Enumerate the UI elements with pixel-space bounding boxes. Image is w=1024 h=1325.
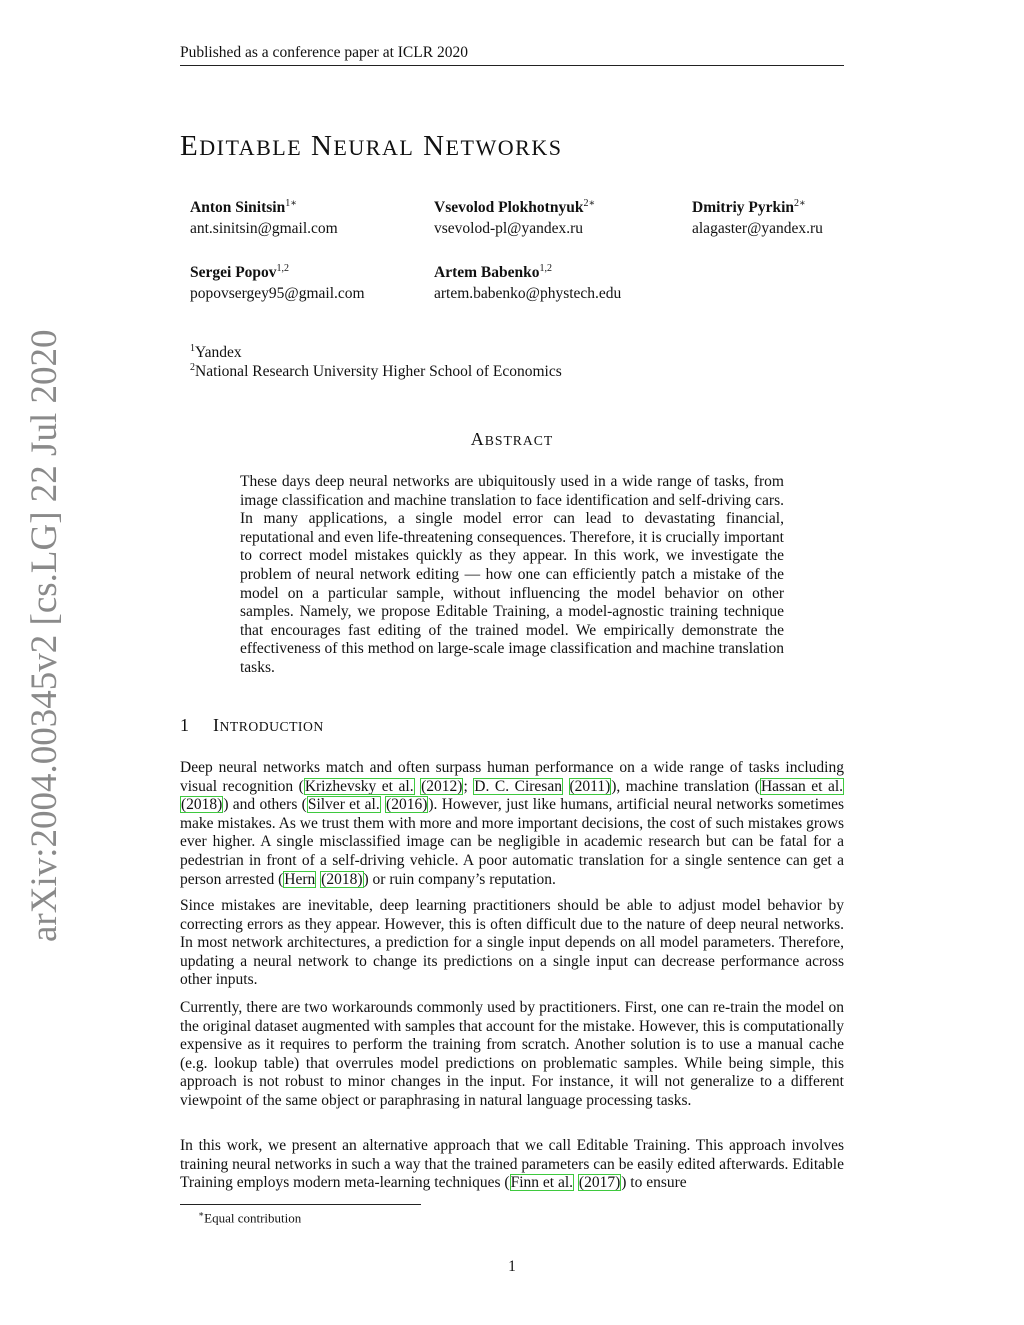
author-email[interactable]: popovsergey95@gmail.com — [190, 285, 365, 303]
citation-link[interactable]: Hern — [284, 870, 316, 888]
title-cap: E — [180, 130, 200, 162]
author-block — [434, 258, 621, 304]
author-email[interactable]: ant.sinitsin@gmail.com — [190, 220, 338, 238]
title-cap: N — [310, 130, 334, 162]
author-name: Sergei Popov — [190, 264, 277, 282]
text-run: Deep neural networks match and often surpass human performance on a wide range of tasks including visual recognition ( — [180, 759, 844, 795]
affiliation-text: Yandex — [195, 344, 242, 362]
text-run: ) and others ( — [223, 796, 307, 814]
affiliation-text: National Research University Higher School of Economics — [195, 363, 562, 381]
author-sup: 1,2 — [276, 263, 290, 274]
author-block — [190, 193, 338, 239]
text-run — [563, 778, 569, 795]
section-heading — [180, 715, 324, 736]
author-email[interactable]: alagaster@yandex.ru — [692, 220, 823, 238]
section-heading-cap: I — [213, 715, 220, 735]
affiliation — [190, 343, 242, 362]
citation-link[interactable]: Silver et al. — [307, 796, 380, 814]
author-sup: 2∗ — [583, 198, 596, 209]
author-block — [692, 193, 823, 239]
title-rest: EURAL — [333, 135, 415, 160]
affiliation-sup: 1 — [190, 343, 195, 354]
citation-link[interactable]: (2016) — [386, 796, 428, 814]
affiliation-sup: 2 — [190, 362, 195, 373]
citation-link[interactable]: (2011) — [569, 777, 611, 795]
citation-link[interactable]: Finn et al. — [510, 1174, 574, 1192]
citation-link[interactable]: Hassan et al. — [760, 777, 844, 795]
running-header: Published as a conference paper at ICLR 2020 — [180, 44, 468, 61]
author-sup: 2∗ — [794, 198, 806, 209]
page-number: 1 — [508, 1258, 516, 1275]
author-sup: 1,2 — [539, 263, 552, 274]
author-name: Anton Sinitsin — [190, 199, 286, 217]
citation-link[interactable]: (2018) — [321, 870, 363, 888]
footnote-mark: ∗ — [198, 1209, 205, 1219]
citation-link[interactable]: Krizhevsky et al. — [304, 777, 414, 795]
title-cap: N — [423, 130, 446, 162]
arxiv-sidebar-stamp: arXiv:2004.00345v2 [cs.LG] 22 Jul 2020 — [24, 329, 65, 942]
author-name: Artem Babenko — [434, 264, 540, 282]
abstract-heading — [180, 429, 844, 450]
paper-title — [180, 130, 563, 163]
intro-paragraph-1 — [180, 759, 844, 889]
intro-paragraph-2: Since mistakes are inevitable, deep learning practitioners should be able to adjust model behavior by correcting errors as they appear. However, this is often difficult due to the nature of deep neural networks. In most network architectures, a prediction for a single input depends on all model parameters. Therefore, updating a neural network to change its predictions on a single input can decrease performance across other inputs. — [180, 897, 844, 989]
text-run: ; — [463, 777, 474, 795]
author-email[interactable]: artem.babenko@phystech.edu — [434, 285, 622, 303]
author-block — [190, 258, 365, 304]
citation-link[interactable]: (2017) — [578, 1174, 621, 1192]
text-run: ), machine translation ( — [611, 777, 760, 795]
text-run: ) to ensure — [621, 1174, 687, 1192]
text-run: In this work, we present an alternative approach that we call Editable Training. This approach involves training neural networks in such a way that the trained parameters can be easily edited afterwards. Editable Training employs modern meta-learning techniques ( — [180, 1137, 844, 1192]
abstract-text: These days deep neural networks are ubiquitously used in a wide range of tasks, from image classification and machine translation to face identification and self-driving cars. In many applications, a single model error can lead to devastating financial, reputational and even life-threatening consequences. Therefore, it is crucially important to correct model mistakes quickly as they appear. In this work, we investigate the problem of neural network editing — how one can efficiently patch a mistake of the model on a particular sample, without influencing the model behavior on other samples. Namely, we propose Editable Training, a model-agnostic training technique that encourages fast editing of the trained model. We empirically demonstrate the effectiveness of this method on large-scale image classification and machine translation tasks. — [240, 473, 784, 676]
intro-paragraph-4 — [180, 1137, 844, 1193]
footnote — [198, 1209, 301, 1226]
citation-link[interactable]: (2018) — [181, 796, 223, 814]
abstract-heading-cap: A — [470, 429, 485, 449]
section-heading-rest: NTRODUCTION — [219, 719, 324, 734]
intro-paragraph-3: Currently, there are two workarounds commonly used by practitioners. First, one can re-train the model on the original dataset augmented with samples that account for the mistake. However, this is computationally expensive as it requires to perform the training from scratch. Another solution is to use a manual cache (e.g. lookup table) that overrules model predictions on problematic samples. While being simple, this approach is not robust to minor changes in the input. For instance, it will not generalize to a different viewpoint of the same object or paraphrasing in natural language processing tasks. — [180, 999, 844, 1109]
abstract-heading-rest: BSTRACT — [484, 433, 554, 448]
citation-link[interactable]: D. C. Ciresan — [474, 777, 562, 795]
affiliation — [190, 362, 562, 381]
title-rest: ETWORKS — [445, 135, 563, 160]
title-rest: DITABLE — [199, 135, 303, 160]
text-run: ) or ruin company’s reputation. — [363, 870, 556, 888]
author-email[interactable]: vsevolod-pl@yandex.ru — [434, 220, 584, 238]
author-name: Dmitriy Pyrkin — [692, 199, 795, 217]
citation-link[interactable]: (2012) — [421, 777, 463, 795]
footnote-text: Equal contribution — [204, 1210, 302, 1226]
author-block — [434, 193, 595, 239]
footnote-rule — [180, 1204, 421, 1205]
author-name: Vsevolod Plokhotnyuk — [434, 199, 584, 217]
text-run: ). However, just like humans, artificial neural networks sometimes make mistakes. As we trust them with more and more important decisions, the cost of such mistakes grows ever higher. A single misclassified image can be negligible in academic research but can be fatal for a pedestrian in front of a self-driving vehicle. A poor automatic translation for a single sentence can get a person arrested ( — [180, 796, 844, 888]
header-rule — [180, 65, 844, 66]
section-number: 1 — [180, 715, 190, 735]
author-sup: 1∗ — [285, 198, 297, 209]
